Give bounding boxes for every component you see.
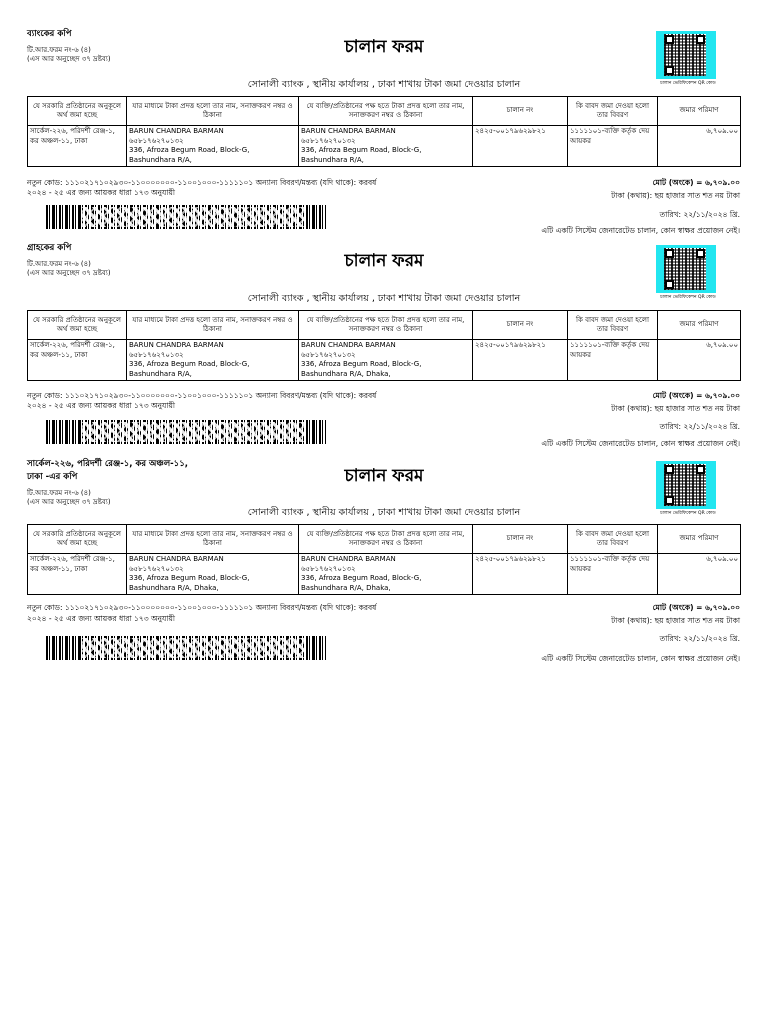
amount-in-words: টাকা (কথায়): ছয় হাজার সাত শত নয় টাকা: [611, 616, 740, 625]
header-office: যে সরকারি প্রতিষ্ঠানের অনুকূলে অর্থ জমা হচ্ছে: [28, 311, 127, 340]
header-purpose: কি বাবদ জমা দেওয়া হলো তার বিবরণ: [568, 525, 658, 554]
code-line: নতুন কোড: ১১১০২১৭১০২৯৩০-১১০০০০০০০-১১০০১০০০-১১১১১০১ অন্যান্য বিবরণ/মন্তব্য (যদি থাকে): করবর্ষ: [27, 391, 377, 400]
challan-table: [27, 310, 741, 381]
rule-reference: (এস আর অনুচ্ছেদ ৩৭ দ্রষ্টব্য): [27, 55, 111, 63]
amount-cell: ৬,৭০৯.০০: [658, 340, 741, 381]
qr-caption: চালান ভেরিফিকেশন QR কোড: [660, 81, 716, 86]
tax-year-line: ২০২৪ - ২৫ এর জন্য আয়কর ধারা ১৭৩ অনুযায়ী: [27, 188, 176, 197]
header-payer: যার মাধ্যমে টাকা প্রদত্ত হলো তার নাম, সনাক্তকরণ নম্বর ও ঠিকানা: [127, 97, 299, 126]
system-note: এটি একটি সিস্টেম জেনারেটেড চালান, কোন স্বাক্ষর প্রয়োজন নেই।: [541, 226, 740, 235]
barcode: [46, 420, 326, 444]
rule-reference: (এস আর অনুচ্ছেদ ৩৭ দ্রষ্টব্য): [27, 498, 111, 506]
payer-cell: BARUN CHANDRA BARMAN ৬৫৮১৭৬২৭০১৩২ 336, Afroza Begum Road, Block-G, Bashundhara R/A,: [127, 126, 299, 167]
amount-in-words: টাকা (কথায়): ছয় হাজার সাত শত নয় টাকা: [611, 404, 740, 413]
amount-cell: ৬,৭০৯.০০: [658, 126, 741, 167]
system-note: এটি একটি সিস্টেম জেনারেটেড চালান, কোন স্বাক্ষর প্রয়োজন নেই।: [541, 654, 740, 663]
on-behalf-cell: BARUN CHANDRA BARMAN ৬৫৮১৭৬২৭০১৩২ 336, Afroza Begum Road, Block-G, Bashundhara R/A,: [299, 126, 473, 167]
office-cell: সার্কেল-২২৬, পরিদর্শী রেঞ্জ-১, কর অঞ্চল-১১, ঢাকা: [28, 126, 127, 167]
payer-cell: BARUN CHANDRA BARMAN ৬৫৮১৭৬২৭০১৩২ 336, Afroza Begum Road, Block-G, Bashundhara R/A, Dhaka,: [127, 554, 299, 595]
header-amount: জমার পরিমাণ: [658, 525, 741, 554]
form-subtitle: সোনালী ব্যাংক , স্থানীয় কার্যালয় , ঢাকা শাখায় টাকা জমা দেওয়ার চালান: [247, 79, 521, 90]
form-subtitle: সোনালী ব্যাংক , স্থানীয় কার্যালয় , ঢাকা শাখায় টাকা জমা দেওয়ার চালান: [247, 507, 521, 518]
header-payer: যার মাধ্যমে টাকা প্রদত্ত হলো তার নাম, সনাক্তকরণ নম্বর ও ঠিকানা: [127, 311, 299, 340]
table-row: [28, 340, 741, 381]
purpose-cell: ১১১১১০১-ব্যক্তি কর্তৃক দেয় আয়কর: [568, 554, 658, 595]
form-number: টি.আর.ফরম নং-৬ (৪): [27, 46, 91, 54]
code-line: নতুন কোড: ১১১০২১৭১০২৯৩০-১১০০০০০০০-১১০০১০০০-১১১১১০১ অন্যান্য বিবরণ/মন্তব্য (যদি থাকে): করবর্ষ: [27, 178, 377, 187]
verification-qr-code: [656, 31, 716, 79]
barcode: [46, 205, 326, 229]
form-number: টি.আর.ফরম নং-৬ (৪): [27, 489, 91, 497]
challan-no-cell: ২৪২৫-০০১৭৯৬২৯৮২১: [473, 340, 568, 381]
challan-date: তারিখ: ২২/১১/২০২৪ খ্রি.: [659, 210, 740, 219]
rule-reference: (এস আর অনুচ্ছেদ ৩৭ দ্রষ্টব্য): [27, 269, 111, 277]
header-amount: জমার পরিমাণ: [658, 97, 741, 126]
form-number: টি.আর.ফরম নং-৬ (৪): [27, 260, 91, 268]
purpose-cell: ১১১১১০১-ব্যক্তি কর্তৃক দেয় আয়কর: [568, 126, 658, 167]
office-cell: সার্কেল-২২৬, পরিদর্শী রেঞ্জ-১, কর অঞ্চল-১১, ঢাকা: [28, 340, 127, 381]
header-challan-no: চালান নং: [473, 97, 568, 126]
challan-no-cell: ২৪২৫-০০১৭৯৬২৯৮২১: [473, 554, 568, 595]
header-challan-no: চালান নং: [473, 525, 568, 554]
form-subtitle: সোনালী ব্যাংক , স্থানীয় কার্যালয় , ঢাকা শাখায় টাকা জমা দেওয়ার চালান: [247, 293, 521, 304]
header-payer: যার মাধ্যমে টাকা প্রদত্ত হলো তার নাম, সনাক্তকরণ নম্বর ও ঠিকানা: [127, 525, 299, 554]
qr-caption: চালান ভেরিফিকেশন QR কোড: [660, 511, 716, 516]
header-amount: জমার পরিমাণ: [658, 311, 741, 340]
payer-cell: BARUN CHANDRA BARMAN ৬৫৮১৭৬২৭০১৩২ 336, Afroza Begum Road, Block-G, Bashundhara R/A,: [127, 340, 299, 381]
copy-label: গ্রাহকের কপি: [27, 243, 72, 253]
challan-table: [27, 524, 741, 595]
amount-in-words: টাকা (কথায়): ছয় হাজার সাত শত নয় টাকা: [611, 191, 740, 200]
qr-caption: চালান ভেরিফিকেশন QR কোড: [660, 295, 716, 300]
copy-label: সার্কেল-২২৬, পরিদর্শী রেঞ্জ-১, কর অঞ্চল-১১, ঢাকা -এর কপি: [27, 459, 188, 482]
header-on-behalf: যে ব্যক্তি/প্রতিষ্ঠানের পক্ষ হতে টাকা প্রদত্ত হলো তার নাম, সনাক্তকরণ নম্বর ও ঠিকানা: [299, 525, 473, 554]
challan-table: [27, 96, 741, 167]
form-title: চালান ফরম: [344, 37, 424, 57]
challan-date: তারিখ: ২২/১১/২০২৪ খ্রি.: [659, 422, 740, 431]
amount-cell: ৬,৭০৯.০০: [658, 554, 741, 595]
verification-qr-code: [656, 245, 716, 293]
copy-label: ব্যাংকের কপি: [27, 29, 72, 39]
header-purpose: কি বাবদ জমা দেওয়া হলো তার বিবরণ: [568, 311, 658, 340]
header-office: যে সরকারি প্রতিষ্ঠানের অনুকূলে অর্থ জমা হচ্ছে: [28, 97, 127, 126]
tax-year-line: ২০২৪ - ২৫ এর জন্য আয়কর ধারা ১৭৩ অনুযায়ী: [27, 401, 176, 410]
header-challan-no: চালান নং: [473, 311, 568, 340]
code-line: নতুন কোড: ১১১০২১৭১০২৯৩০-১১০০০০০০০-১১০০১০০০-১১১১১০১ অন্যান্য বিবরণ/মন্তব্য (যদি থাকে): করবর্ষ: [27, 603, 377, 612]
total-amount: মোট (অংকে) = ৬,৭০৯.০০: [652, 391, 740, 400]
table-row: [28, 126, 741, 167]
header-on-behalf: যে ব্যক্তি/প্রতিষ্ঠানের পক্ষ হতে টাকা প্রদত্ত হলো তার নাম, সনাক্তকরণ নম্বর ও ঠিকানা: [299, 311, 473, 340]
total-amount: মোট (অংকে) = ৬,৭০৯.০০: [652, 603, 740, 612]
verification-qr-code: [656, 461, 716, 509]
office-cell: সার্কেল-২২৬, পরিদর্শী রেঞ্জ-১, কর অঞ্চল-১১, ঢাকা: [28, 554, 127, 595]
challan-no-cell: ২৪২৫-০০১৭৯৬২৯৮২১: [473, 126, 568, 167]
challan-date: তারিখ: ২২/১১/২০২৪ খ্রি.: [659, 634, 740, 643]
tax-year-line: ২০২৪ - ২৫ এর জন্য আয়কর ধারা ১৭৩ অনুযায়ী: [27, 614, 176, 623]
purpose-cell: ১১১১১০১-ব্যক্তি কর্তৃক দেয় আয়কর: [568, 340, 658, 381]
form-title: চালান ফরম: [344, 466, 424, 486]
header-office: যে সরকারি প্রতিষ্ঠানের অনুকূলে অর্থ জমা হচ্ছে: [28, 525, 127, 554]
barcode: [46, 636, 326, 660]
header-on-behalf: যে ব্যক্তি/প্রতিষ্ঠানের পক্ষ হতে টাকা প্রদত্ত হলো তার নাম, সনাক্তকরণ নম্বর ও ঠিকানা: [299, 97, 473, 126]
form-title: চালান ফরম: [344, 251, 424, 271]
system-note: এটি একটি সিস্টেম জেনারেটেড চালান, কোন স্বাক্ষর প্রয়োজন নেই।: [541, 439, 740, 448]
table-row: [28, 554, 741, 595]
on-behalf-cell: BARUN CHANDRA BARMAN ৬৫৮১৭৬২৭০১৩২ 336, Afroza Begum Road, Block-G, Bashundhara R/A, Dhaka,: [299, 340, 473, 381]
header-purpose: কি বাবদ জমা দেওয়া হলো তার বিবরণ: [568, 97, 658, 126]
total-amount: মোট (অংকে) = ৬,৭০৯.০০: [652, 178, 740, 187]
on-behalf-cell: BARUN CHANDRA BARMAN ৬৫৮১৭৬২৭০১৩২ 336, Afroza Begum Road, Block-G, Bashundhara R/A, Dhaka,: [299, 554, 473, 595]
